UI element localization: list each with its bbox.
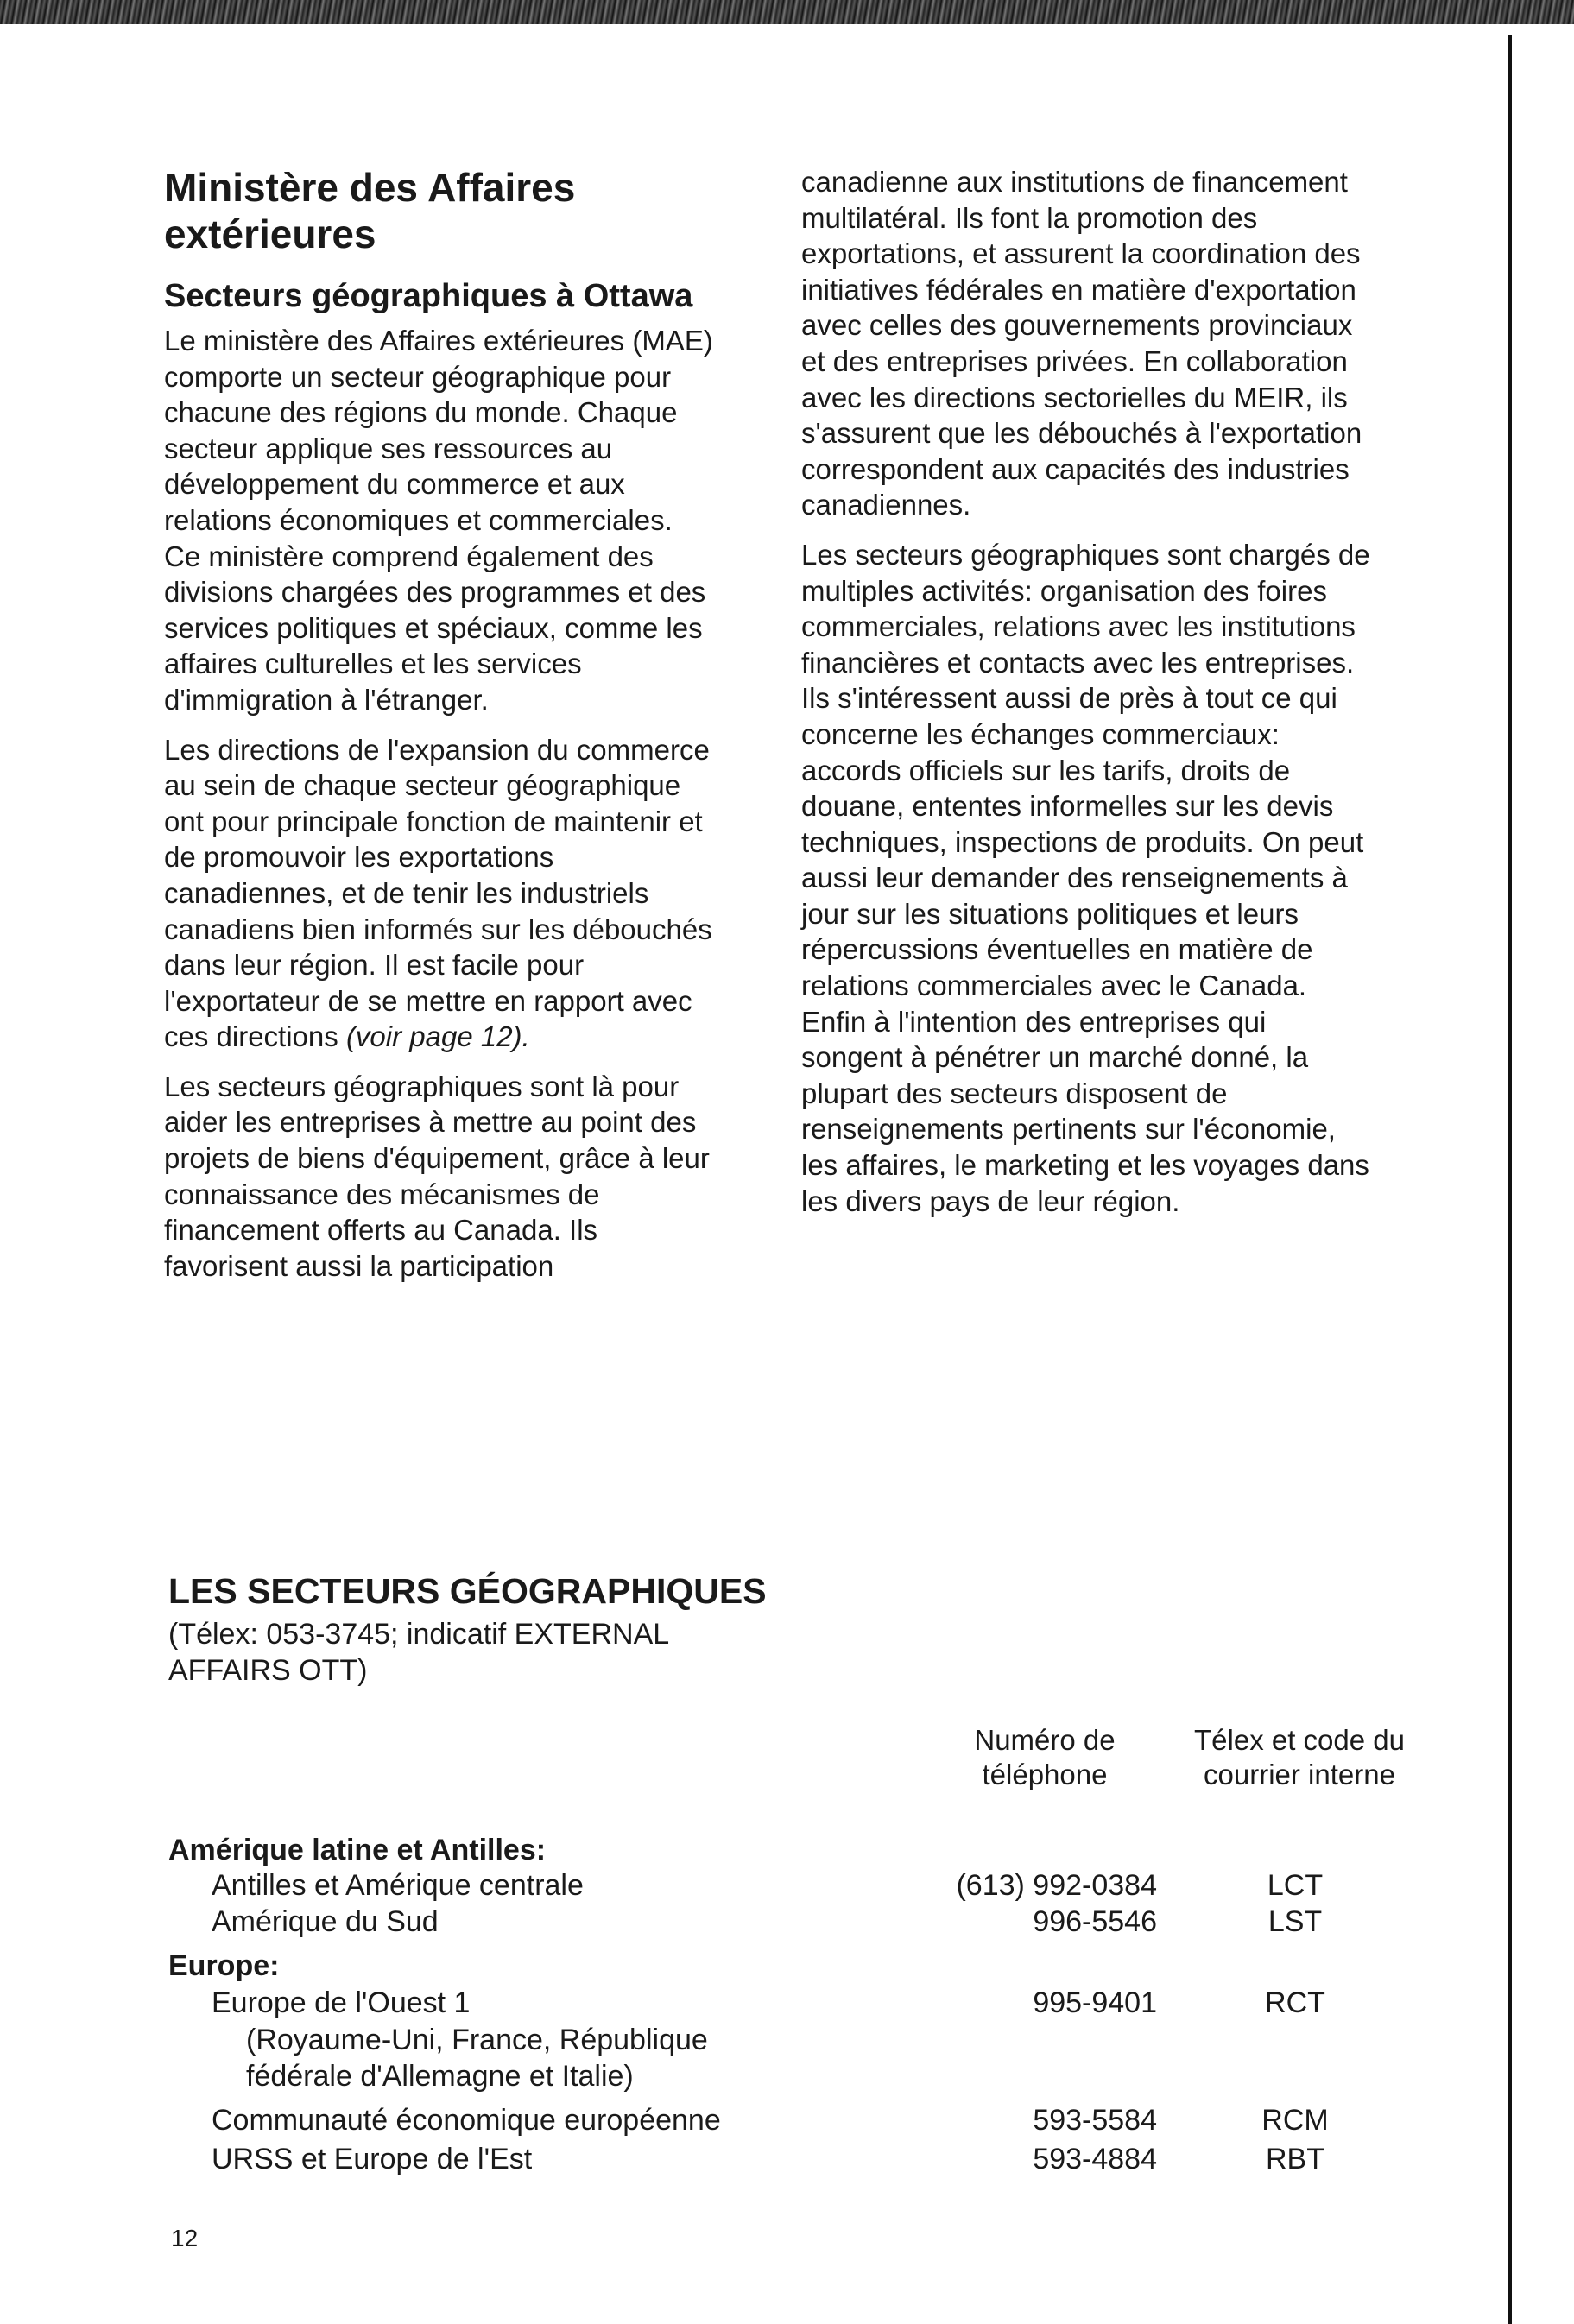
- paragraph: Les secteurs géographiques sont chargés de multiples activités: organisation des foires commerciales, relations avec les institutions financières et contacts avec les entreprises. Ils s'intéressent aussi de près à tout ce qui concerne les échanges commerciaux: accords officiels sur les tarifs, droits de douane, ententes informelles sur les devis techniques, inspections de produits. On peut aussi leur demander des renseignements à jour sur les situations politiques et leurs répercussions éventuelles en matière de relations commerciales avec le Canada. Enfin à l'intention des entreprises qui songent à pénétrer un marché donné, la plupart des secteurs disposent de renseignements pertinents sur l'économie, les affaires, le marketing et les voyages dans les divers pays de leur région.: [801, 538, 1370, 1217]
- group-heading: Europe:: [168, 1949, 280, 1982]
- directory-title: LES SECTEURS GÉOGRAPHIQUES: [168, 1571, 767, 1611]
- sector-note: (Royaume-Uni, France, République: [246, 2024, 708, 2056]
- paragraph-text: Les directions de l'expansion du commerce au sein de chaque secteur géographique ont pour principale fonction de maintenir et de promouvoir les exportations canadiennes, et de tenir les industriels canadiens bien informés sur les débouchés dans leur région. Il est facile pour l'exportateur de se mettre en rapport avec ces directions: [164, 733, 712, 1053]
- paragraph: Le ministère des Affaires extérieures (MAE) comporte un secteur géographique pour chacune des régions du monde. Chaque secteur applique ses ressources au développement du commerce et aux relations économiques et commerciales. Ce ministère comprend également des divisions chargées des programmes et des services politiques et spéciaux, comme les affaires culturelles et les services d'immigration à l'étranger.: [164, 325, 713, 716]
- directory-header: [168, 1569, 945, 1689]
- page-number: 12: [171, 2225, 199, 2251]
- sector-name: Amérique du Sud: [212, 1905, 439, 1938]
- sector-name: Antilles et Amérique centrale: [212, 1869, 584, 1902]
- right-column: [801, 164, 1371, 1219]
- column-header-phone: Numéro de téléphone: [974, 1724, 1116, 1790]
- section-subtitle: Secteurs géographiques à Ottawa: [164, 278, 693, 314]
- sector-name: Europe de l'Ouest 1: [212, 1986, 471, 2019]
- page-reference: (voir page 12).: [345, 1020, 530, 1053]
- phone-number: 593-4884: [1033, 2143, 1157, 2176]
- binding-edge-rule: [1508, 35, 1512, 2324]
- left-column: [164, 164, 717, 1284]
- column-header-telex: Télex et code du courrier interne: [1194, 1724, 1405, 1790]
- page-title: Ministère des Affaires extérieures: [164, 165, 576, 256]
- sector-name: Communauté économique européenne: [212, 2104, 721, 2137]
- telex-code: LST: [1267, 1905, 1323, 1938]
- scan-top-band: [0, 0, 1574, 24]
- phone-number: (613) 992-0384: [956, 1869, 1157, 1902]
- sector-note: fédérale d'Allemagne et Italie): [246, 2060, 634, 2093]
- paragraph: Les secteurs géographiques sont là pour aider les entreprises à mettre au point des projets de biens d'équipement, grâce à leur connaissance des mécanismes de financement offerts au Canada. Ils favorisent aussi la participation: [164, 1070, 710, 1282]
- phone-number: 593-5584: [1033, 2104, 1157, 2137]
- phone-number: 995-9401: [1033, 1986, 1157, 2019]
- paragraph: canadienne aux institutions de financement multilatéral. Ils font la promotion des exportations, et assurent la coordination des initiatives fédérales en matière d'exportation avec celles des gouvernements provinciaux et des entreprises privées. En collaboration avec les directions sectorielles du MEIR, ils s'assurent que les débouchés à l'exportation correspondent aux capacités des industries canadiennes.: [801, 166, 1362, 521]
- phone-number: 996-5546: [1033, 1905, 1157, 1938]
- group-heading: Amérique latine et Antilles:: [168, 1834, 547, 1866]
- paragraph: [164, 732, 717, 1055]
- telex-code: RCT: [1265, 1986, 1325, 2019]
- sector-name: URSS et Europe de l'Est: [212, 2143, 533, 2176]
- telex-code: LCT: [1267, 1869, 1324, 1902]
- telex-code: RBT: [1266, 2143, 1324, 2176]
- telex-info: (Télex: 053-3745; indicatif EXTERNAL AFFAIRS OTT): [168, 1618, 668, 1687]
- telex-code: RCM: [1261, 2104, 1329, 2137]
